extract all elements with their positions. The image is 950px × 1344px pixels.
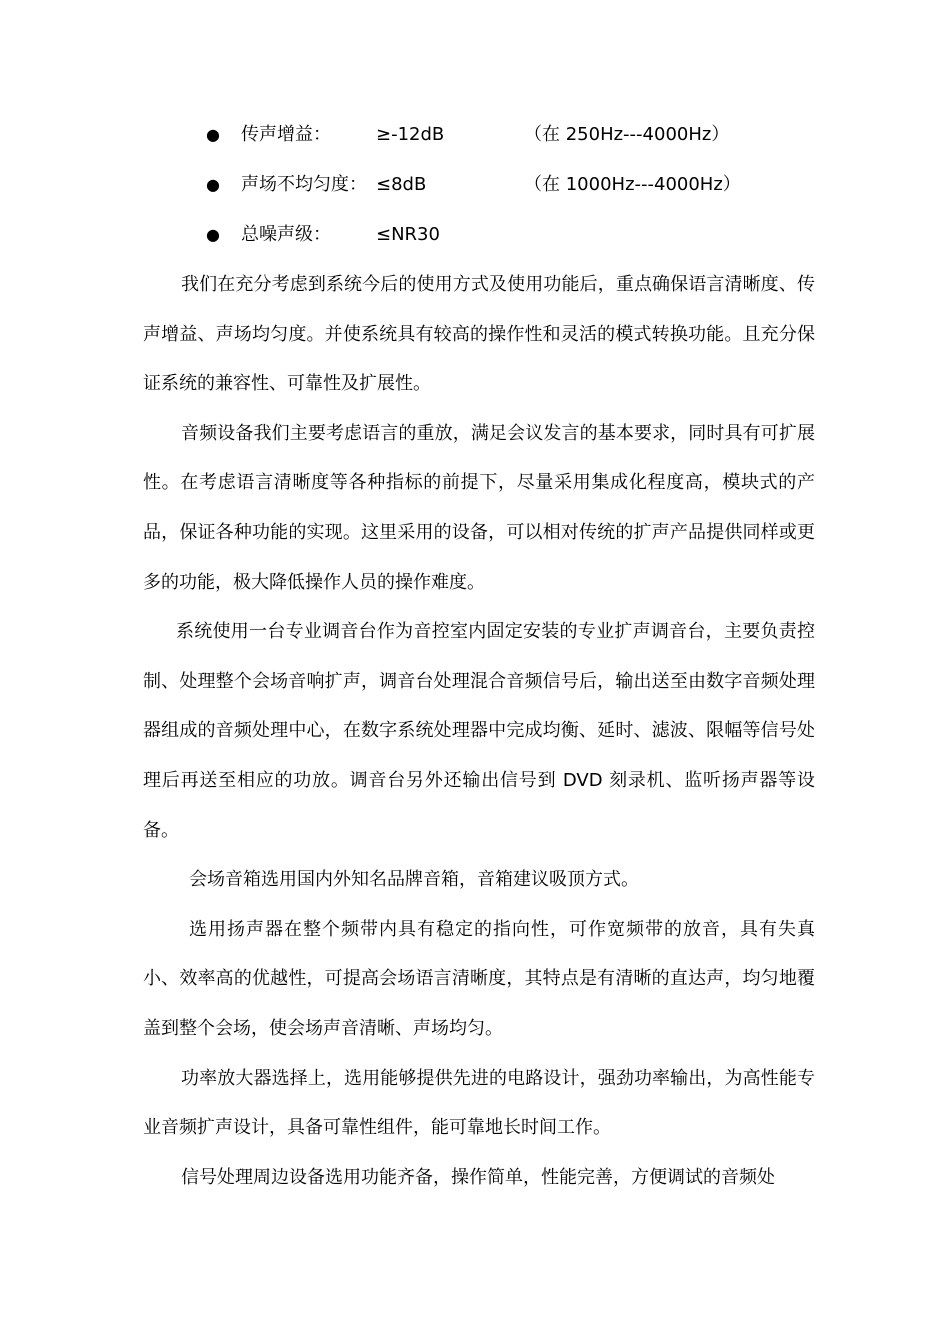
paragraph-speaker-brand: 会场音箱选用国内外知名品牌音箱，音箱建议吸顶方式。 [189,869,639,891]
bullet-icon: ● [206,225,220,244]
paragraph-power-amplifier: 功率放大器选择上，选用能够提供先进的电路设计，强劲功率输出，为高性能专业音频扩声设计，具备可靠性组件，能可靠地长时间工作。 [143,1067,815,1139]
spec-item-gain [206,110,826,160]
spec-item-noise [206,210,826,260]
paragraph-audio-equipment: 音频设备我们主要考虑语言的重放，满足会议发言的基本要求，同时具有可扩展性。在考虑语言清晰度等各种指标的前提下，尽量采用集成化程度高，模块式的产品，保证各种功能的实现。这里采用的设备，可以相对传统的扩声产品提供同样或更多的功能，极大降低操作人员的操作难度。 [143,422,815,593]
spec-value: ≥-12dB [376,124,445,145]
bullet-icon: ● [206,175,220,194]
body-text [143,260,815,1202]
spec-note: （在 250Hz---4000Hz） [524,124,730,145]
spec-label: 总噪声级： [241,224,331,245]
paragraph-system-goals: 我们在充分考虑到系统今后的使用方式及使用功能后，重点确保语言清晰度、传声增益、声场均匀度。并使系统具有较高的操作性和灵活的模式转换功能。且充分保证系统的兼容性、可靠性及扩展性。 [143,274,815,395]
paragraph-speaker-selection: 选用扬声器在整个频带内具有稳定的指向性，可作宽频带的放音，具有失真小、效率高的优越性，可提高会场语言清晰度，其特点是有清晰的直达声，均匀地覆盖到整个会场，使会场声音清晰、声场均匀。 [143,918,815,1039]
spec-value: ≤8dB [376,174,427,195]
spec-label: 传声增益： [241,124,331,145]
spec-value: ≤NR30 [376,224,440,245]
spec-item-uniformity [206,160,826,210]
spec-label: 声场不均匀度： [241,174,367,195]
spec-list [206,110,826,260]
paragraph-signal-processing: 信号处理周边设备选用功能齐备，操作简单，性能完善，方便调试的音频处 [181,1166,775,1188]
paragraph-mixing-console: 系统使用一台专业调音台作为音控室内固定安装的专业扩声调音台，主要负责控制、处理整个会场音响扩声，调音台处理混合音频信号后，输出送至由数字音频处理器组成的音频处理中心，在数字系统处理器中完成均衡、延时、滤波、限幅等信号处理后再送至相应的功放。调音台另外还输出信号到 DVD 刻录机、监听扬声器等设备。 [143,621,815,841]
spec-note: （在 1000Hz---4000Hz） [524,174,741,195]
bullet-icon: ● [206,125,220,144]
